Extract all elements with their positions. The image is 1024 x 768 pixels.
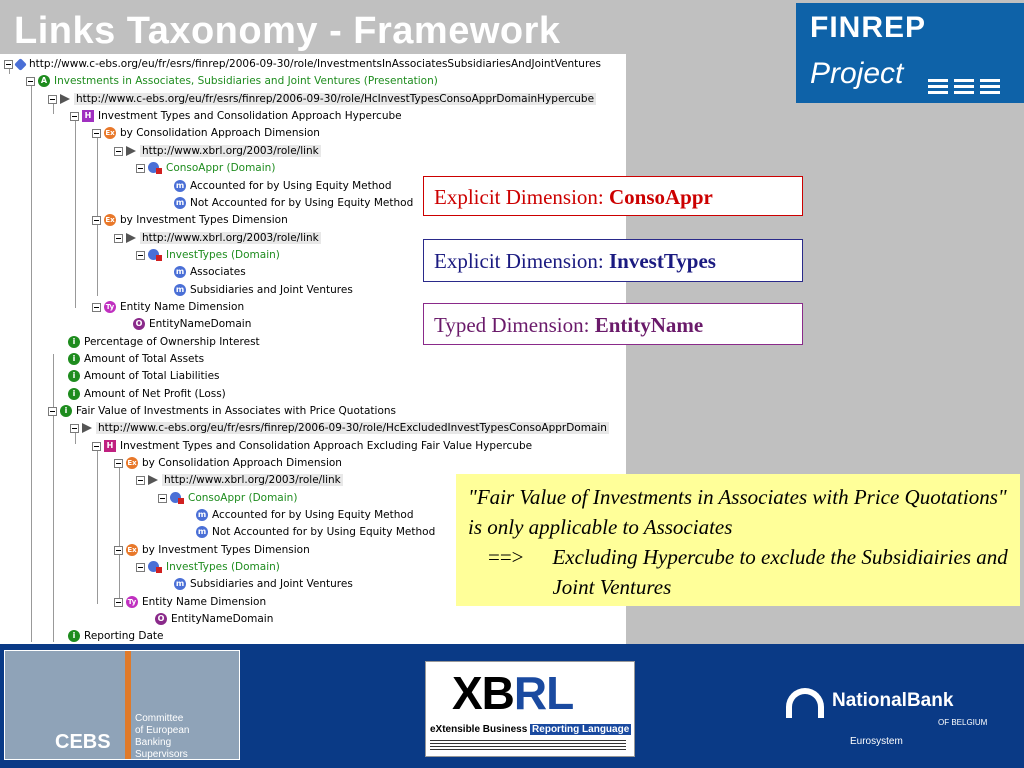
callout-label: Explicit Dimension: [434,249,609,273]
item-icon: i [68,336,80,348]
collapse-toggle-icon[interactable] [114,598,123,607]
nbb-name: NationalBank [832,690,954,711]
tree-row-label: Amount of Total Assets [84,353,205,365]
tree-row-label: ConsoAppr (Domain) [166,162,276,174]
callout-label: Explicit Dimension: [434,185,609,209]
cebs-text-line: of European [135,725,190,736]
member-icon: m [197,527,207,536]
tree-row-hypercube[interactable] [70,108,402,124]
arrow-icon [148,475,158,485]
tree-row-label: by Investment Types Dimension [120,214,288,226]
tree-row-link[interactable] [114,143,321,159]
member-icon: m [175,285,185,294]
collapse-toggle-icon[interactable] [48,407,57,416]
tree-row-item[interactable] [68,386,226,402]
domain-icon [148,561,162,573]
collapse-toggle-icon[interactable] [92,442,101,451]
xbrl-logo [425,661,635,757]
item-icon: i [68,353,80,365]
fair-value-note [456,474,1020,606]
tree-row-label: Entity Name Dimension [142,596,267,608]
explicit-dimension-icon: Ex [127,459,137,467]
tree-row-label: Amount of Net Profit (Loss) [84,388,226,400]
tree-row-label: EntityNameDomain [171,613,274,625]
nbb-arch-icon [786,684,832,718]
tree-row-excluded-hypercube[interactable] [92,438,532,454]
note-line1: "Fair Value of Investments in Associates with Price Quotations" is only applicable to Associates [468,485,1007,539]
tree-row-conso-dimension[interactable] [92,125,320,141]
xbrl-mark-a: XB [452,667,514,719]
tree-row-label: InvestTypes (Domain) [166,561,280,573]
tree-row-label: Fair Value of Investments in Associates with Price Quotations [76,405,397,417]
diamond-link-icon [14,58,27,71]
callout-invest-types [423,239,803,282]
tree-row-invest-dimension[interactable] [114,542,310,558]
typed-dimension-icon: Ty [127,598,137,606]
cebs-logo [4,650,240,760]
xbrl-tagline-b: Reporting Language [532,724,630,735]
tree-row-label: Investment Types and Consolidation Approach Excluding Fair Value Hypercube [120,440,533,452]
item-icon: i [68,370,80,382]
collapse-toggle-icon[interactable] [4,60,13,69]
tree-row-typed-domain[interactable] [133,316,251,332]
tree-row-member[interactable] [196,507,414,523]
nbb-sub: OF BELGIUM [938,718,988,727]
tree-row-presentation[interactable] [26,73,438,89]
callout-value: EntityName [594,313,704,337]
tree-row-label: Percentage of Ownership Interest [84,336,260,348]
tree-row-item[interactable] [68,628,163,644]
note-line2: Excluding Hypercube to exclude the Subsidiairies and Joint Ventures [552,545,1008,599]
tree-row-member[interactable] [174,576,353,592]
tree-row-label: Subsidiaries and Joint Ventures [190,578,353,590]
tree-row-domain[interactable] [136,559,280,575]
member-icon: m [175,181,185,190]
tree-row-hypercube-role[interactable] [48,91,596,107]
tree-row-label: http://www.xbrl.org/2003/role/link [142,232,319,244]
tree-row-domain[interactable] [136,160,275,176]
typed-dimension-icon: Ty [105,303,115,311]
tree-row-fair-value-item[interactable] [48,403,396,419]
callout-label: Typed Dimension: [434,313,595,337]
tree-row-excluded-role[interactable] [70,420,609,436]
tree-row-label: http://www.c-ebs.org/eu/fr/esrs/finrep/2006-09-30/role/HcExcludedInvestTypesConsoApprDomain [98,422,607,434]
item-icon: i [68,630,80,642]
footer-bar [0,644,1024,768]
tree-row-label: Investment Types and Consolidation Approach Hypercube [98,110,402,122]
xbrl-mark-b: RL [513,667,574,719]
tree-row-label: Associates [190,266,246,278]
tree-row-entity-dimension[interactable] [92,299,244,315]
tree-row-label: http://www.c-ebs.org/eu/fr/esrs/finrep/2006-09-30/role/HcInvestTypesConsoApprDomainHypercube [76,93,595,105]
tree-row-typed-domain[interactable] [155,611,273,627]
tree-row-item[interactable] [68,368,220,384]
xbrl-mark [452,666,573,720]
tree-row-entity-dimension[interactable] [114,594,266,610]
tree-row-item[interactable] [68,351,204,367]
tree-row-member[interactable] [174,178,392,194]
explicit-dimension-icon: Ex [127,546,137,554]
cebs-text [135,713,190,761]
tree-row-item[interactable] [68,334,260,350]
cebs-text-line: Committee [135,713,184,724]
xbrl-tagline [430,724,631,735]
collapse-toggle-icon[interactable] [136,563,145,572]
tree-row-domain[interactable] [136,247,280,263]
presentation-icon: A [38,75,50,87]
finrep-project-logo [796,3,1024,103]
tree-row-label: EntityNameDomain [149,318,252,330]
collapse-toggle-icon[interactable] [158,494,167,503]
xbrl-tagline-a: eXtensible Business [430,724,528,735]
tree-row-member[interactable] [174,195,413,211]
finrep-bars-icon [928,69,1006,87]
note-arrow: ==> [488,545,524,569]
xbrl-lines-icon [430,740,626,750]
tree-row-member[interactable] [174,264,246,280]
typed-domain-icon: O [133,318,145,330]
tree-row-link[interactable] [136,472,343,488]
tree-row-label: Accounted for by Using Equity Method [212,509,414,521]
hypercube-icon: H [82,110,94,122]
member-icon: m [175,579,185,588]
item-icon: i [60,405,72,417]
collapse-toggle-icon[interactable] [136,476,145,485]
collapse-toggle-icon[interactable] [92,129,101,138]
domain-icon [148,249,162,261]
member-icon: m [175,267,185,276]
tree-row-label: Not Accounted for by Using Equity Method [190,197,414,209]
callout-value: ConsoAppr [608,185,713,209]
callout-conso-appr [423,176,803,216]
arrow-icon [126,146,136,156]
excluded-hypercube-icon: H [104,440,116,452]
nbb-eurosystem: Eurosystem [850,736,903,747]
cebs-text-line: Banking [135,737,172,748]
callout-entity-name [423,303,803,345]
tree-row-label: Entity Name Dimension [120,301,245,313]
typed-domain-icon: O [155,613,167,625]
item-icon: i [68,388,80,400]
finrep-logo-line1: FINREP [810,11,927,44]
explicit-dimension-icon: Ex [105,129,115,137]
collapse-toggle-icon[interactable] [114,147,123,156]
tree-row-label: http://www.xbrl.org/2003/role/link [142,145,319,157]
tree-row-label: by Investment Types Dimension [142,544,310,556]
collapse-toggle-icon[interactable] [70,112,79,121]
tree-row-domain[interactable] [158,490,297,506]
collapse-toggle-icon[interactable] [26,77,35,86]
explicit-dimension-icon: Ex [105,216,115,224]
tree-row-label: Not Accounted for by Using Equity Method [212,526,436,538]
callout-value: InvestTypes [608,249,716,273]
collapse-toggle-icon[interactable] [114,546,123,555]
tree-row-label: by Consolidation Approach Dimension [142,457,342,469]
tree-row-label: http://www.c-ebs.org/eu/fr/esrs/finrep/2006-09-30/role/InvestmentsInAssociatesSubsidiariesAndJointVentures [29,58,601,70]
member-icon: m [175,198,185,207]
collapse-toggle-icon[interactable] [92,303,101,312]
tree-row-label: ConsoAppr (Domain) [188,492,298,504]
tree-row-label: Reporting Date [84,630,164,642]
arrow-icon [126,233,136,243]
tree-row-label: Subsidiaries and Joint Ventures [190,284,353,296]
collapse-toggle-icon[interactable] [114,459,123,468]
national-bank-logo [786,684,988,747]
tree-row-label: by Consolidation Approach Dimension [120,127,320,139]
tree-row-link[interactable] [114,230,321,246]
finrep-logo-line2: Project [810,57,904,90]
tree-row-label: Amount of Total Liabilities [84,370,220,382]
cebs-mark: CEBS [55,731,111,753]
tree-row-member[interactable] [196,524,435,540]
collapse-toggle-icon[interactable] [136,251,145,260]
cebs-stripe [125,651,131,759]
collapse-toggle-icon[interactable] [136,164,145,173]
domain-icon [170,492,184,504]
member-icon: m [197,510,207,519]
domain-icon [148,162,162,174]
tree-row-label: http://www.xbrl.org/2003/role/link [164,474,341,486]
tree-row-conso-dimension[interactable] [114,455,342,471]
tree-row-root-role[interactable] [4,56,601,72]
tree-row-label: Investments in Associates, Subsidiaries and Joint Ventures (Presentation) [54,75,438,87]
tree-row-invest-dimension[interactable] [92,212,288,228]
arrow-icon [82,423,92,433]
collapse-toggle-icon[interactable] [92,216,101,225]
collapse-toggle-icon[interactable] [48,95,57,104]
tree-row-label: InvestTypes (Domain) [166,249,280,261]
cebs-text-line: Supervisors [135,749,188,760]
tree-row-member[interactable] [174,282,353,298]
collapse-toggle-icon[interactable] [114,234,123,243]
collapse-toggle-icon[interactable] [70,424,79,433]
tree-row-label: Accounted for by Using Equity Method [190,180,392,192]
arrow-icon [60,94,70,104]
slide-title: Links Taxonomy - Framework [14,10,561,52]
